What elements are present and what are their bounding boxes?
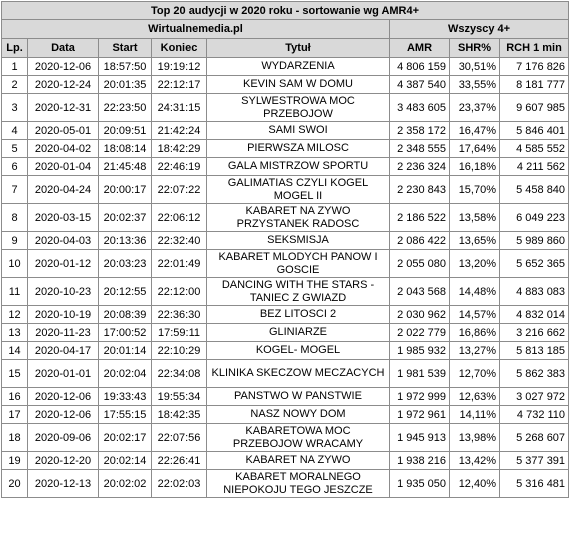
- table-row: [2, 452, 569, 470]
- cell-end: 17:59:11: [152, 324, 207, 342]
- table-row: [2, 232, 569, 250]
- cell-amr: 2 236 324: [390, 158, 450, 176]
- cell-rch: 5 268 607: [500, 424, 569, 452]
- cell-date: 2020-01-04: [28, 158, 99, 176]
- table-row: [2, 140, 569, 158]
- cell-end: 22:26:41: [152, 452, 207, 470]
- cell-date: 2020-04-24: [28, 176, 99, 204]
- cell-start: 20:01:35: [99, 76, 152, 94]
- cell-lp: 15: [2, 360, 28, 388]
- cell-shr: 13,27%: [450, 342, 500, 360]
- cell-shr: 30,51%: [450, 58, 500, 76]
- cell-title: KLINIKA SKECZOW MECZACYCH: [207, 360, 390, 388]
- cell-date: 2020-12-31: [28, 94, 99, 122]
- table-row: [2, 176, 569, 204]
- cell-rch: 5 846 401: [500, 122, 569, 140]
- cell-shr: 23,37%: [450, 94, 500, 122]
- cell-end: 22:12:00: [152, 278, 207, 306]
- cell-title: SEKSMISJA: [207, 232, 390, 250]
- cell-title: KABARETOWA MOC PRZEBOJOW WRACAMY: [207, 424, 390, 452]
- cell-end: 19:19:12: [152, 58, 207, 76]
- cell-title: KABARET MORALNEGO NIEPOKOJU TEGO JESZCZE: [207, 470, 390, 498]
- cell-date: 2020-01-12: [28, 250, 99, 278]
- table-row: [2, 306, 569, 324]
- column-header-amr: AMR: [390, 39, 450, 58]
- cell-start: 22:23:50: [99, 94, 152, 122]
- cell-date: 2020-12-24: [28, 76, 99, 94]
- cell-amr: 2 230 843: [390, 176, 450, 204]
- cell-start: 20:02:17: [99, 424, 152, 452]
- cell-start: 18:08:14: [99, 140, 152, 158]
- cell-title: GALIMATIAS CZYLI KOGEL MOGEL II: [207, 176, 390, 204]
- cell-end: 18:42:35: [152, 406, 207, 424]
- cell-title: KABARET MLODYCH PANOW I GOSCIE: [207, 250, 390, 278]
- column-header-row: [2, 39, 569, 58]
- cell-shr: 13,42%: [450, 452, 500, 470]
- cell-title: NASZ NOWY DOM: [207, 406, 390, 424]
- table-row: [2, 424, 569, 452]
- group-label: Wszyscy 4+: [390, 20, 569, 39]
- cell-start: 20:02:37: [99, 204, 152, 232]
- cell-shr: 16,47%: [450, 122, 500, 140]
- cell-date: 2020-12-20: [28, 452, 99, 470]
- cell-start: 21:45:48: [99, 158, 152, 176]
- cell-end: 22:34:08: [152, 360, 207, 388]
- cell-shr: 13,65%: [450, 232, 500, 250]
- cell-end: 22:07:22: [152, 176, 207, 204]
- cell-title: SYLWESTROWA MOC PRZEBOJOW: [207, 94, 390, 122]
- cell-shr: 12,63%: [450, 388, 500, 406]
- cell-shr: 14,57%: [450, 306, 500, 324]
- cell-start: 20:02:02: [99, 470, 152, 498]
- cell-end: 18:42:29: [152, 140, 207, 158]
- cell-end: 22:46:19: [152, 158, 207, 176]
- cell-end: 22:36:30: [152, 306, 207, 324]
- cell-rch: 4 585 552: [500, 140, 569, 158]
- cell-start: 17:55:15: [99, 406, 152, 424]
- cell-date: 2020-03-15: [28, 204, 99, 232]
- cell-rch: 9 607 985: [500, 94, 569, 122]
- cell-date: 2020-12-06: [28, 388, 99, 406]
- cell-end: 21:42:24: [152, 122, 207, 140]
- cell-lp: 6: [2, 158, 28, 176]
- cell-amr: 2 022 779: [390, 324, 450, 342]
- cell-amr: 2 043 568: [390, 278, 450, 306]
- cell-title: SAMI SWOI: [207, 122, 390, 140]
- table-row: [2, 342, 569, 360]
- cell-rch: 4 732 110: [500, 406, 569, 424]
- table-row: [2, 76, 569, 94]
- cell-amr: 1 981 539: [390, 360, 450, 388]
- cell-shr: 15,70%: [450, 176, 500, 204]
- cell-amr: 2 358 172: [390, 122, 450, 140]
- cell-lp: 8: [2, 204, 28, 232]
- cell-amr: 4 806 159: [390, 58, 450, 76]
- table-row: [2, 388, 569, 406]
- cell-amr: 2 186 522: [390, 204, 450, 232]
- table-row: [2, 406, 569, 424]
- cell-amr: 2 055 080: [390, 250, 450, 278]
- cell-rch: 5 316 481: [500, 470, 569, 498]
- cell-shr: 16,18%: [450, 158, 500, 176]
- cell-lp: 10: [2, 250, 28, 278]
- column-header-start: Start: [99, 39, 152, 58]
- cell-end: 19:55:34: [152, 388, 207, 406]
- cell-title: BEZ LITOSCI 2: [207, 306, 390, 324]
- table-row: [2, 250, 569, 278]
- cell-shr: 12,70%: [450, 360, 500, 388]
- cell-lp: 11: [2, 278, 28, 306]
- cell-title: PANSTWO W PANSTWIE: [207, 388, 390, 406]
- column-header-lp: Lp.: [2, 39, 28, 58]
- cell-title: KEVIN SAM W DOMU: [207, 76, 390, 94]
- table-title: Top 20 audycji w 2020 roku - sortowanie wg AMR4+: [2, 2, 569, 20]
- table-row: [2, 360, 569, 388]
- column-header-shr: SHR%: [450, 39, 500, 58]
- cell-start: 20:12:55: [99, 278, 152, 306]
- cell-date: 2020-04-03: [28, 232, 99, 250]
- cell-shr: 13,98%: [450, 424, 500, 452]
- cell-rch: 4 832 014: [500, 306, 569, 324]
- cell-shr: 12,40%: [450, 470, 500, 498]
- cell-rch: 6 049 223: [500, 204, 569, 232]
- cell-date: 2020-05-01: [28, 122, 99, 140]
- cell-start: 20:08:39: [99, 306, 152, 324]
- cell-start: 20:13:36: [99, 232, 152, 250]
- cell-title: KABARET NA ZYWO: [207, 452, 390, 470]
- cell-lp: 3: [2, 94, 28, 122]
- cell-start: 20:03:23: [99, 250, 152, 278]
- cell-date: 2020-10-19: [28, 306, 99, 324]
- cell-start: 20:01:14: [99, 342, 152, 360]
- table-row: [2, 324, 569, 342]
- cell-lp: 16: [2, 388, 28, 406]
- cell-shr: 33,55%: [450, 76, 500, 94]
- cell-amr: 1 972 999: [390, 388, 450, 406]
- cell-lp: 18: [2, 424, 28, 452]
- cell-title: GLINIARZE: [207, 324, 390, 342]
- cell-rch: 5 652 365: [500, 250, 569, 278]
- cell-rch: 5 813 185: [500, 342, 569, 360]
- cell-date: 2020-04-17: [28, 342, 99, 360]
- column-header-rch: RCH 1 min: [500, 39, 569, 58]
- cell-date: 2020-12-13: [28, 470, 99, 498]
- cell-title: GALA MISTRZOW SPORTU: [207, 158, 390, 176]
- cell-start: 18:57:50: [99, 58, 152, 76]
- cell-lp: 5: [2, 140, 28, 158]
- cell-amr: 2 348 555: [390, 140, 450, 158]
- cell-lp: 13: [2, 324, 28, 342]
- cell-date: 2020-12-06: [28, 58, 99, 76]
- cell-rch: 8 181 777: [500, 76, 569, 94]
- cell-start: 20:00:17: [99, 176, 152, 204]
- cell-amr: 2 086 422: [390, 232, 450, 250]
- ratings-table: [1, 1, 569, 498]
- table-row: [2, 278, 569, 306]
- cell-start: 20:02:04: [99, 360, 152, 388]
- cell-lp: 7: [2, 176, 28, 204]
- cell-start: 17:00:52: [99, 324, 152, 342]
- cell-title: KOGEL- MOGEL: [207, 342, 390, 360]
- cell-lp: 17: [2, 406, 28, 424]
- source-label: Wirtualnemedia.pl: [2, 20, 390, 39]
- cell-lp: 14: [2, 342, 28, 360]
- cell-date: 2020-10-23: [28, 278, 99, 306]
- cell-lp: 1: [2, 58, 28, 76]
- cell-title: KABARET NA ZYWO PRZYSTANEK RADOSC: [207, 204, 390, 232]
- cell-date: 2020-12-06: [28, 406, 99, 424]
- table-row: [2, 122, 569, 140]
- cell-lp: 12: [2, 306, 28, 324]
- cell-amr: 1 945 913: [390, 424, 450, 452]
- cell-amr: 1 972 961: [390, 406, 450, 424]
- table-row: [2, 204, 569, 232]
- cell-rch: 4 883 083: [500, 278, 569, 306]
- cell-date: 2020-04-02: [28, 140, 99, 158]
- cell-amr: 4 387 540: [390, 76, 450, 94]
- cell-amr: 1 985 932: [390, 342, 450, 360]
- cell-start: 20:09:51: [99, 122, 152, 140]
- cell-title: DANCING WITH THE STARS - TANIEC Z GWIAZD: [207, 278, 390, 306]
- cell-shr: 13,20%: [450, 250, 500, 278]
- cell-end: 22:02:03: [152, 470, 207, 498]
- cell-shr: 13,58%: [450, 204, 500, 232]
- cell-title: WYDARZENIA: [207, 58, 390, 76]
- cell-shr: 16,86%: [450, 324, 500, 342]
- cell-rch: 5 458 840: [500, 176, 569, 204]
- table-row: [2, 470, 569, 498]
- cell-lp: 4: [2, 122, 28, 140]
- cell-rch: 3 216 662: [500, 324, 569, 342]
- cell-amr: 1 935 050: [390, 470, 450, 498]
- table-row: [2, 158, 569, 176]
- cell-date: 2020-11-23: [28, 324, 99, 342]
- cell-rch: 4 211 562: [500, 158, 569, 176]
- cell-start: 19:33:43: [99, 388, 152, 406]
- column-header-date: Data: [28, 39, 99, 58]
- column-header-end: Koniec: [152, 39, 207, 58]
- cell-end: 22:01:49: [152, 250, 207, 278]
- cell-end: 22:32:40: [152, 232, 207, 250]
- cell-shr: 17,64%: [450, 140, 500, 158]
- cell-lp: 2: [2, 76, 28, 94]
- cell-rch: 3 027 972: [500, 388, 569, 406]
- cell-end: 22:07:56: [152, 424, 207, 452]
- cell-amr: 2 030 962: [390, 306, 450, 324]
- cell-date: 2020-09-06: [28, 424, 99, 452]
- column-header-title: Tytuł: [207, 39, 390, 58]
- cell-shr: 14,48%: [450, 278, 500, 306]
- cell-amr: 3 483 605: [390, 94, 450, 122]
- cell-shr: 14,11%: [450, 406, 500, 424]
- cell-rch: 5 862 383: [500, 360, 569, 388]
- cell-end: 22:06:12: [152, 204, 207, 232]
- cell-date: 2020-01-01: [28, 360, 99, 388]
- table-row: [2, 94, 569, 122]
- cell-rch: 7 176 826: [500, 58, 569, 76]
- cell-rch: 5 377 391: [500, 452, 569, 470]
- cell-amr: 1 938 216: [390, 452, 450, 470]
- cell-rch: 5 989 860: [500, 232, 569, 250]
- cell-lp: 20: [2, 470, 28, 498]
- cell-lp: 19: [2, 452, 28, 470]
- cell-end: 22:10:29: [152, 342, 207, 360]
- cell-title: PIERWSZA MILOSC: [207, 140, 390, 158]
- cell-end: 24:31:15: [152, 94, 207, 122]
- cell-start: 20:02:14: [99, 452, 152, 470]
- cell-lp: 9: [2, 232, 28, 250]
- cell-end: 22:12:17: [152, 76, 207, 94]
- table-row: [2, 58, 569, 76]
